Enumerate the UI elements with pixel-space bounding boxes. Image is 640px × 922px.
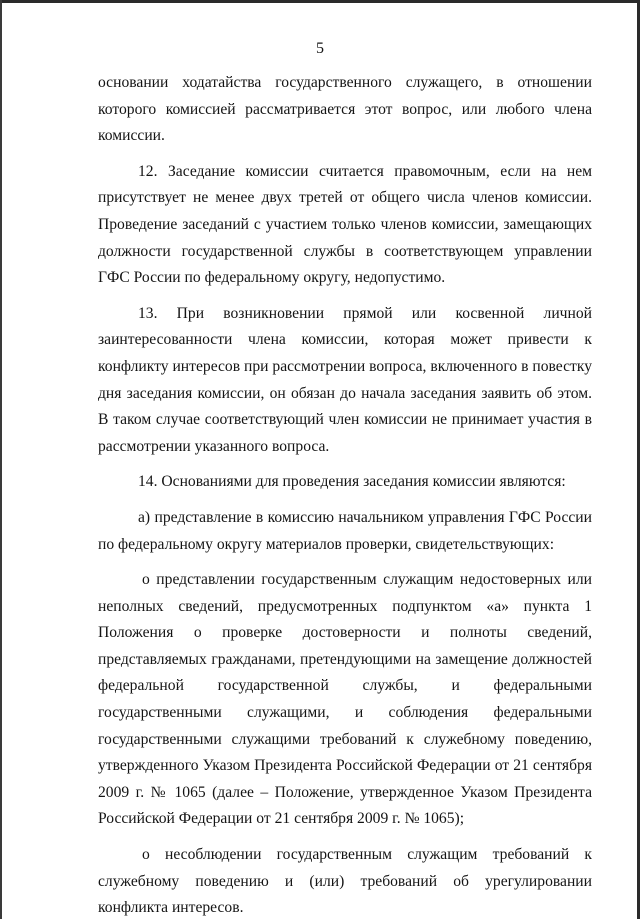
paragraph-gap [98, 558, 592, 567]
document-body [98, 70, 592, 922]
scan-border-left [0, 0, 2, 919]
page-number: 5 [316, 40, 324, 57]
paragraph-item-false-information: о представлении государственным служащим недостоверных или неполных сведений, предусмотренных подпунктом «а» пункта 1 Положения о проверке достоверности и полноты сведений, представляемых гражданами, претендующими на замещение должностей федеральной государственной службы, и федеральными государственными служащими, и соблюдения федеральными государственными служащими требований к служебному поведению, утвержденного Указом Президента Российской Федерации от 21 сентября 2009 г. № 1065 (далее – Положение, утвержденное Указом Президента Российской Федерации от 21 сентября 2009 г. № 1065); [98, 571, 592, 828]
paragraph-gap [98, 496, 592, 505]
paragraph-gap [98, 150, 592, 159]
scan-border-top [0, 0, 640, 3]
paragraph-clause-13: 13. При возникновении прямой или косвенной личной заинтересованности члена комиссии, которая может привести к конфликту интересов при рассмотрении вопроса, включенного в повестку дня заседания комиссии, он обязан до начала заседания заявить об этом. В таком случае соответствующий член комиссии не принимает участия в рассмотрении указанного вопроса. [98, 304, 592, 455]
paragraph-clause-12: 12. Заседание комиссии считается правомочным, если на нем присутствует не менее двух третей от общего числа членов комиссии. Проведение заседаний с участием только членов комиссии, замещающих должности государственной службы в соответствующем управлении ГФС России по федеральному округу, недопустимо. [98, 162, 592, 287]
paragraph-gap [98, 833, 592, 842]
paragraph-gap [98, 460, 592, 469]
paragraph-subclause-a: а) представление в комиссию начальником управления ГФС России по федеральному округу материалов проверки, свидетельствующих: [98, 508, 592, 553]
paragraph-item-non-compliance: о несоблюдении государственным служащим требований к служебному поведению и (или) требований об урегулировании конфликта интересов. [98, 846, 592, 917]
paragraph-clause-14: 14. Основаниями для проведения заседания комиссии являются: [138, 473, 566, 491]
paragraph-continuation: основании ходатайства государственного служащего, в отношении которого комиссией рассматривается этот вопрос, или любого члена комиссии. [98, 74, 592, 145]
paragraph-gap [98, 292, 592, 301]
